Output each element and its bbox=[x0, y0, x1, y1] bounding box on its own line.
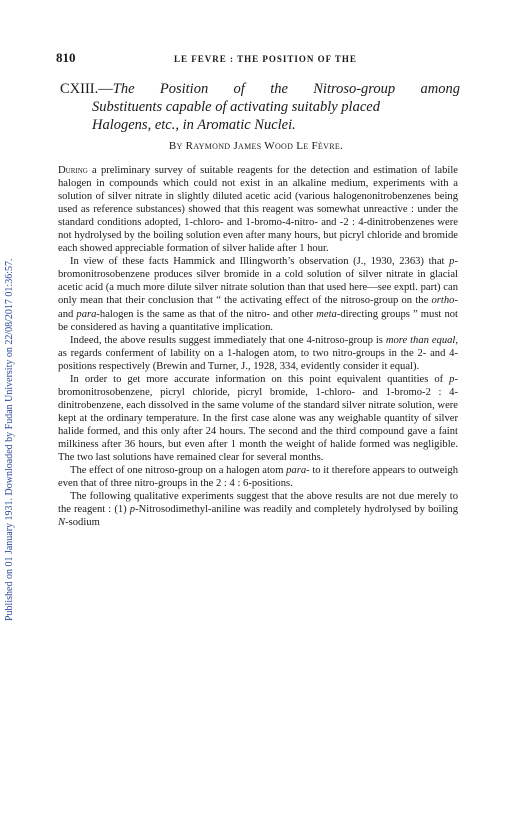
text-run: -bromonitrosobenzene produces silver bromide in a cold solution of silver nitrate in glacial acetic acid (a much more dilute silver nitrate solution than that used here—see exptl. part) can only mean that their conclusion that “ the activating effect of the nitroso-group on the bbox=[58, 256, 458, 307]
article-number: CXIII. bbox=[60, 81, 99, 97]
title-dash: — bbox=[98, 81, 113, 97]
text-run: -Nitrosodimethyl-aniline was readily and completely hydrolysed by boiling bbox=[135, 504, 458, 516]
italic-run: meta bbox=[316, 308, 337, 320]
italic-run: N bbox=[58, 517, 66, 529]
italic-run: p bbox=[449, 373, 455, 385]
italic-run: para bbox=[286, 465, 307, 477]
text-run: The following qualitative experiments suggest that the above results are not due merely to the reagent : (1) bbox=[58, 491, 458, 516]
page-number: 810 bbox=[56, 50, 76, 65]
text-run: -directing groups ” must not be considered as having a quantitative implication. bbox=[58, 308, 458, 333]
italic-run: p bbox=[129, 504, 136, 516]
text-run: , as regards conferment of lability on a 1-halogen atom, to two nitro-groups in the 2- and 4-positions respectively (Brewin and Turner, J., 1928, 334, evidently consider it equal). bbox=[58, 334, 459, 372]
text-run: In order to get more accurate information on this point equivalent quantities of bbox=[70, 373, 450, 385]
italic-run: p bbox=[449, 256, 455, 268]
page-header bbox=[56, 50, 461, 66]
italic-run: more than equal bbox=[385, 334, 456, 346]
paragraph-2 bbox=[58, 255, 458, 333]
publication-side-note: Published on 01 January 1931. Downloaded by Fudan University on 22/08/2017 01:36:57. bbox=[4, 258, 15, 622]
title-text-1: The Position of the Nitroso-group among bbox=[112, 81, 460, 97]
paragraph-1-text: a preliminary survey of suitable reagents for the detection and estimation of labile halogen in compounds which could not exist in an alkaline medium, experiments with a solution of silver nitrate in slightly diluted acetic acid (various halogenonitrobenzenes being used as reference substances) showed that this reagent was somewhat unreactive : under the standard conditions adopted, 1-chloro- and 1-bromo-4-nitro- and -2 : 4-dinitrobenzenes were not hydrolysed by the boiling solution even after many hours, but picryl chloride and bromide each showed appreciable formation of silver halide after 1 hour. bbox=[58, 165, 458, 255]
title-line-1 bbox=[60, 80, 460, 98]
text-run: - and bbox=[58, 295, 458, 320]
paragraph-3 bbox=[58, 334, 458, 373]
title-line-2: Substituents capable of activating suitably placed bbox=[92, 99, 380, 115]
paragraph-1 bbox=[58, 164, 458, 255]
paragraph-6 bbox=[58, 490, 458, 529]
italic-run: ortho bbox=[431, 295, 455, 307]
text-run: Indeed, the above results suggest immediately that one 4-nitroso-group is bbox=[70, 334, 386, 346]
text-run: -bromonitrosobenzene, picryl chloride, picryl bromide, 1-chloro- and 1-bromo-2 : 4-dinitrobenzene, each dissolved in the same volume of the standard silver nitrate solution, were kept at the ordinary temperature. In the first case alone was any weighable quantity of silver halide formed, and this only after 24 hours. The second and the third compound gave a faint milkiness after 36 hours, but even after 1 month the weight of halide formed was negligible. The two last solutions have remained clear for several months. bbox=[58, 373, 458, 464]
text-run: In view of these facts Hammick and Illingworth’s observation (J., 1930, 2363) that bbox=[70, 256, 450, 268]
running-head: LE FEVRE : THE POSITION OF THE bbox=[174, 54, 357, 64]
paragraph-5 bbox=[58, 464, 458, 490]
italic-run: para bbox=[76, 308, 97, 320]
drop-word: During bbox=[58, 165, 88, 176]
text-run: -halogen is the same as that of the nitro- and other bbox=[96, 308, 317, 320]
paragraph-4 bbox=[58, 373, 458, 464]
text-run: The effect of one nitroso-group on a halogen atom bbox=[70, 465, 287, 477]
article-body bbox=[58, 164, 458, 529]
text-run: -sodium bbox=[65, 517, 100, 529]
article-title bbox=[60, 80, 460, 134]
title-line-3: Halogens, etc., in Aromatic Nuclei. bbox=[92, 117, 296, 133]
author-byline: By Raymond James Wood Le Fèvre. bbox=[168, 140, 344, 152]
text-run: - to it therefore appears to outweigh even that of three nitro-groups in the 2 : 4 : 6-positions. bbox=[58, 465, 458, 490]
